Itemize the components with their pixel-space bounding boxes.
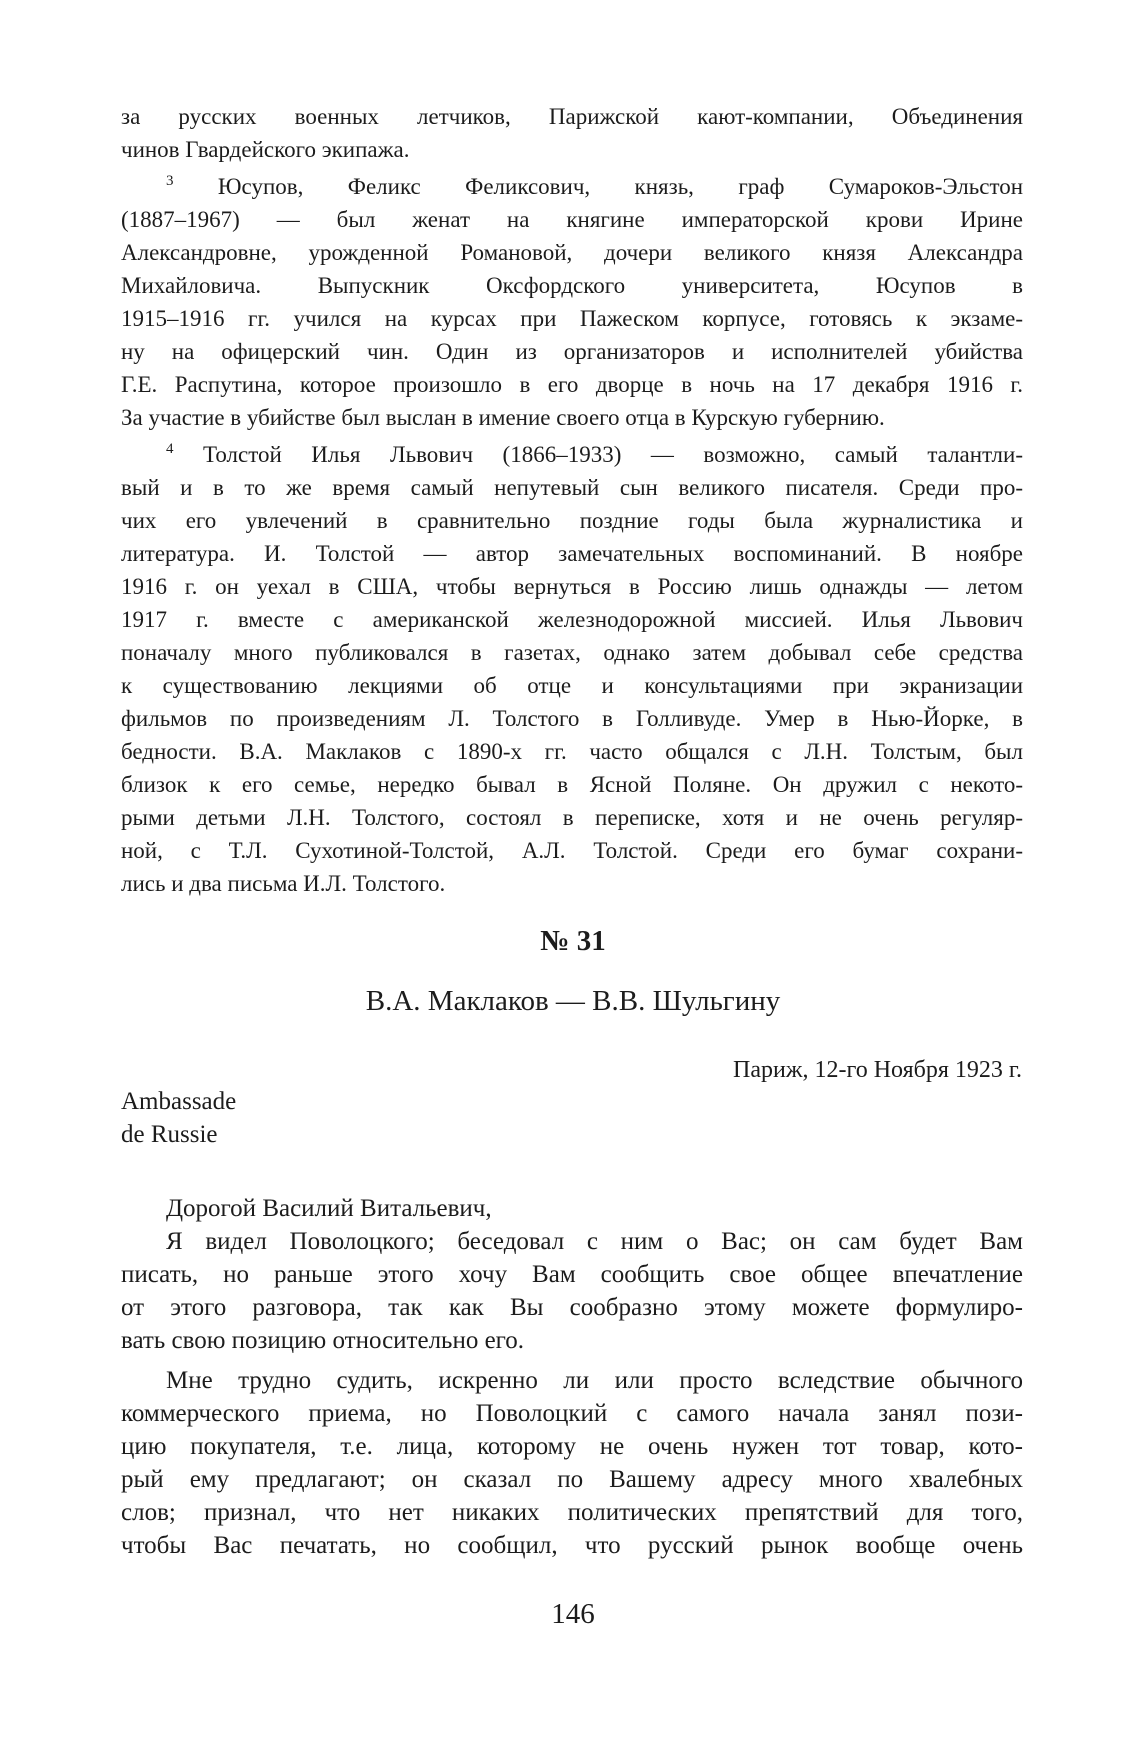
text-line: Мне трудно судить, искренно ли или просто вследствие обычного <box>166 1367 1023 1394</box>
text-line <box>121 438 1023 471</box>
text-line: литература. И. Толстой — автор замечательных воспоминаний. В ноябре <box>121 541 1023 566</box>
text-line: чтобы Вас печатать, но сообщил, что русский рынок вообще очень <box>121 1532 1023 1559</box>
place-date: Париж, 12-го Ноября 1923 г. <box>733 1057 1022 1083</box>
text-line: близок к его семье, нередко бывал в Ясной Поляне. Он дружил с некото- <box>121 772 1023 797</box>
address-line: de Russie <box>121 1121 218 1148</box>
text-line: коммерческого приема, но Поволоцкий с самого начала занял пози- <box>121 1400 1023 1427</box>
text-line: бедности. В.А. Маклаков с 1890-х гг. часто общался с Л.Н. Толстым, был <box>121 739 1023 764</box>
text-line: от этого разговора, так как Вы сообразно этому можете формулиро- <box>121 1294 1023 1321</box>
text-line: Михайловича. Выпускник Оксфордского университета, Юсупов в <box>121 273 1023 298</box>
text-line: к существованию лекциями об отце и консультациями при экранизации <box>121 673 1023 698</box>
footnote-marker: 3 <box>166 173 174 189</box>
letter-paragraph-2 <box>121 1364 1023 1562</box>
text-line: за русских военных летчиков, Парижской кают-компании, Объединения <box>121 104 1023 129</box>
footnote-marker: 4 <box>166 441 174 457</box>
document-number: № 31 <box>540 925 606 957</box>
text-line: 1917 г. вместе с американской железнодорожной миссией. Илья Львович <box>121 607 1023 632</box>
address-line: Ambassade <box>121 1088 237 1115</box>
text-line: (1887–1967) — был женат на княгине императорской крови Ирине <box>121 207 1023 232</box>
text-line: чинов Гвардейского экипажа. <box>121 137 410 162</box>
text-line: вый и в то же время самый непутевый сын великого писателя. Среди про- <box>121 475 1023 500</box>
footnote-continuation <box>121 100 1023 166</box>
text-line: чих его увлечений в сравнительно поздние годы была журналистика и <box>121 508 1023 533</box>
letter-paragraph-1 <box>121 1225 1023 1357</box>
text-line: 1915–1916 гг. учился на курсах при Пажеском корпусе, готовясь к экзаме- <box>121 306 1023 331</box>
text-line: писать, но раньше этого хочу Вам сообщить свое общее впечатление <box>121 1261 1023 1288</box>
text-line: Я видел Поволоцкого; беседовал с ним о Вас; он сам будет Вам <box>166 1228 1023 1255</box>
text-line: ной, с Т.Л. Сухотиной-Толстой, А.Л. Толстой. Среди его бумаг сохрани- <box>121 838 1023 863</box>
salutation: Дорогой Василий Витальевич, <box>166 1195 492 1222</box>
text-line: слов; признал, что нет никаких политических препятствий для того, <box>121 1499 1023 1526</box>
text-line: ну на офицерский чин. Один из организаторов и исполнителей убийства <box>121 339 1023 364</box>
text-line: Г.Е. Распутина, которое произошло в его дворце в ночь на 17 декабря 1916 г. <box>121 372 1023 397</box>
text-line: рый ему предлагают; он сказал по Вашему адресу много хвалебных <box>121 1466 1023 1493</box>
text-line: поначалу много публиковался в газетах, однако затем добывал себе средства <box>121 640 1023 665</box>
text-line: лись и два письма И.Л. Толстого. <box>121 871 446 896</box>
document-title: В.А. Маклаков — В.В. Шульгину <box>365 985 781 1017</box>
text-line: За участие в убийстве был выслан в имение своего отца в Курскую губернию. <box>121 405 885 430</box>
page-number: 146 <box>551 1598 595 1630</box>
letter-body <box>121 1192 1023 1562</box>
footnotes <box>121 100 1023 904</box>
footnote-3 <box>121 170 1023 434</box>
text-line: 1916 г. он уехал в США, чтобы вернуться в Россию лишь однажды — летом <box>121 574 1023 599</box>
text-line: Александровне, урожденной Романовой, дочери великого князя Александра <box>121 240 1023 265</box>
text-line <box>121 170 1023 203</box>
text-span: Толстой Илья Львович (1866–1933) — возможно, самый талантли- <box>203 442 1023 467</box>
text-line: вать свою позицию относительно его. <box>121 1327 525 1354</box>
footnote-4 <box>121 438 1023 900</box>
text-line: рыми детьми Л.Н. Толстого, состоял в переписке, хотя и не очень регуляр- <box>121 805 1023 830</box>
text-span: Юсупов, Феликс Феликсович, князь, граф Сумароков-Эльстон <box>217 174 1024 199</box>
text-line: цию покупателя, т.е. лица, которому не очень нужен тот товар, кото- <box>121 1433 1023 1460</box>
letterhead-address <box>121 1085 236 1151</box>
text-line: фильмов по произведениям Л. Толстого в Голливуде. Умер в Нью-Йорке, в <box>121 706 1023 731</box>
